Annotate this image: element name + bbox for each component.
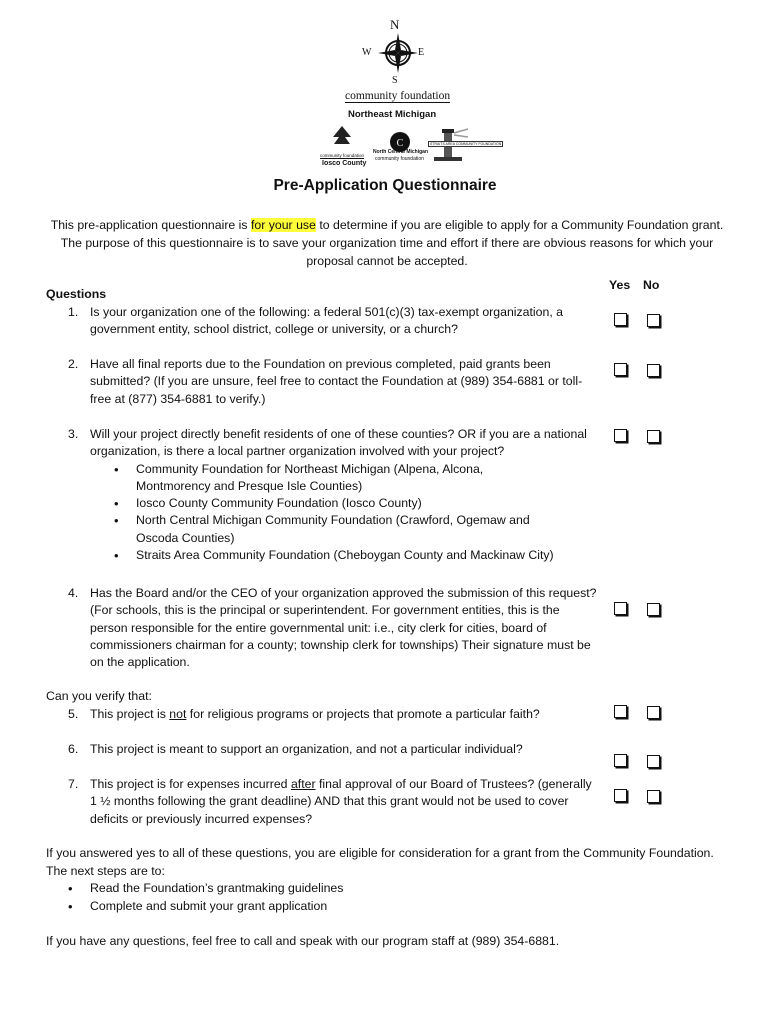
- county-list: [68, 461, 556, 565]
- question-text-emphasis: not: [169, 707, 187, 721]
- question-text: Have all final reports due to the Foundation on previous completed, paid grants been submitted? (If you are unsure, feel free to contact the Foundation at (989) 354-6881 or toll-free at (877) 354-6881 to verify.): [90, 357, 583, 406]
- county-list-item: • North Central Michigan Community Foundation (Crawford, Ogemaw and Oscoda Counties): [136, 512, 556, 547]
- question-2: [68, 356, 598, 408]
- ncm-line1-label: North Central Michigan: [373, 149, 429, 155]
- question-1: [68, 304, 598, 339]
- question-number: 6.: [68, 742, 79, 756]
- question-3: [68, 426, 598, 564]
- question-number: 7.: [68, 777, 79, 791]
- question-number: 5.: [68, 707, 79, 721]
- contact-paragraph: If you have any questions, feel free to call and speak with our program staff at (989) 354-6881.: [46, 934, 560, 948]
- closing-section: [46, 845, 726, 915]
- question-7: [68, 776, 598, 828]
- county-list-item: • Iosco County Community Foundation (Iosco County): [136, 495, 556, 512]
- compass-n: N: [390, 17, 400, 32]
- question-5: [68, 706, 598, 723]
- intro-paragraph: [42, 216, 732, 270]
- q6-yes-checkbox[interactable]: [614, 754, 627, 767]
- q4-no-checkbox[interactable]: [647, 603, 660, 616]
- compass-s: S: [392, 75, 398, 86]
- question-text-pre: This project is: [90, 707, 170, 721]
- intro-highlight: for your use: [250, 218, 316, 232]
- compass-rose-icon: [378, 33, 418, 73]
- next-steps-list: [46, 880, 726, 915]
- svg-text:C: C: [396, 138, 404, 149]
- iosco-name-label: Iosco County: [322, 160, 367, 167]
- q1-yes-checkbox[interactable]: [614, 313, 627, 326]
- closing-text: If you answered yes to all of these questions, you are eligible for consideration for a grant from the Community Foundation. The next steps are to:: [46, 846, 714, 878]
- page-title: Pre-Application Questionnaire: [273, 177, 497, 194]
- question-number: 1.: [68, 305, 79, 319]
- q3-yes-checkbox[interactable]: [614, 429, 627, 442]
- iosco-small-label: community foundation: [320, 153, 365, 158]
- yes-column-header: Yes: [609, 278, 631, 292]
- verify-heading: Can you verify that:: [46, 689, 152, 703]
- question-text-post: final approval of our Board of Trustees? (generally 1 ½ months following the grant deadline) AND that this grant would not be used to cover deficits or previously incurred expenses?: [90, 777, 592, 826]
- q2-no-checkbox[interactable]: [647, 364, 660, 377]
- next-step-item: • Read the Foundation’s grantmaking guidelines: [90, 880, 726, 898]
- question-text-post: for religious programs or projects that promote a particular faith?: [186, 707, 540, 721]
- next-step-item: • Complete and submit your grant application: [90, 898, 726, 916]
- no-column-header: No: [643, 278, 660, 292]
- question-number: 4.: [68, 586, 79, 600]
- question-text: Is your organization one of the following: a federal 501(c)(3) tax-exempt organization, a government entity, school district, college or university, or a church?: [90, 305, 564, 337]
- county-list-item: • Straits Area Community Foundation (Cheboygan County and Mackinaw City): [136, 547, 556, 564]
- question-4: [68, 585, 598, 671]
- compass-w: W: [362, 47, 372, 58]
- logo-org-line2: Northeast Michigan: [348, 109, 437, 120]
- question-6: [68, 741, 598, 758]
- q5-yes-checkbox[interactable]: [614, 705, 627, 718]
- question-text: [90, 776, 598, 828]
- question-text: [90, 706, 598, 723]
- q2-yes-checkbox[interactable]: [614, 363, 627, 376]
- q4-yes-checkbox[interactable]: [614, 602, 627, 615]
- straits-label: STRAITS AREA COMMUNITY FOUNDATION: [430, 142, 502, 146]
- ncm-line2-label: community foundation: [375, 156, 424, 162]
- q3-no-checkbox[interactable]: [647, 430, 660, 443]
- q6-no-checkbox[interactable]: [647, 755, 660, 768]
- q1-no-checkbox[interactable]: [647, 314, 660, 327]
- foundation-logo: [300, 15, 500, 175]
- county-list-item: • Community Foundation for Northeast Michigan (Alpena, Alcona, Montmorency and Presque Isle Counties): [136, 461, 556, 496]
- q5-no-checkbox[interactable]: [647, 706, 660, 719]
- question-text: Will your project directly benefit residents of one of these counties? OR if you are a national organization, is there a local partner organization involved with your project?: [90, 427, 587, 459]
- question-number: 2.: [68, 357, 79, 371]
- iosco-tree-icon: [330, 125, 354, 147]
- question-number: 3.: [68, 427, 79, 441]
- questions-heading: Questions: [46, 287, 107, 301]
- compass-e: E: [418, 47, 425, 58]
- q7-yes-checkbox[interactable]: [614, 789, 627, 802]
- intro-after: to determine if you are eligible to apply for a Community Foundation grant. The purpose of this questionnaire is to save your organization time and effort if there are obvious reasons for which your proposal cannot be accepted.: [60, 218, 724, 268]
- question-text-emphasis: after: [290, 777, 316, 791]
- logo-org-line1: community foundation: [345, 90, 451, 102]
- question-text-pre: This project is for expenses incurred: [90, 777, 291, 791]
- question-text: Has the Board and/or the CEO of your organization approved the submission of this request? (For schools, this is the principal or superintendent. For government entities, this is the person responsible for the entire governmental unit: i.e., city clerk for cities, board of commissioners chairman for a county; township clerk for townships) Their signature must be on the application.: [90, 586, 597, 670]
- intro-before: This pre-application questionnaire is: [50, 218, 251, 232]
- question-text: This project is meant to support an organization, and not a particular individual?: [90, 742, 523, 756]
- q7-no-checkbox[interactable]: [647, 790, 660, 803]
